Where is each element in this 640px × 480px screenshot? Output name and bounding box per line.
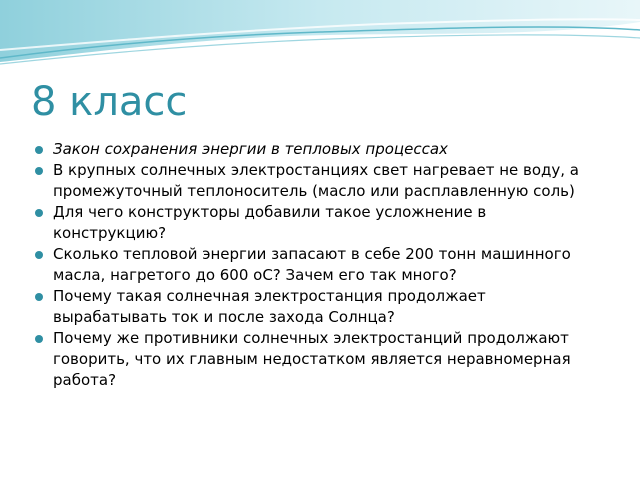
bullet-item [34,244,604,286]
bullet-text: В крупных солнечных электростанциях свет нагревает не воду, а промежуточный теплоноситель (масло или расплавленную соль) [53,161,579,200]
bullet-dot-icon [35,146,43,154]
bullet-text: Сколько тепловой энергии запасают в себе 200 тонн машинного масла, нагретого до 600 оС? Зачем его так много? [53,245,571,284]
bullet-dot-icon [35,251,43,259]
bullet-text: Почему же противники солнечных электростанций продолжают говорить, что их главным недостатком является неравномерная работа? [53,329,571,389]
bullet-item [34,139,604,160]
header-wave-decoration [0,0,640,80]
bullet-item [34,328,604,391]
bullet-dot-icon [35,335,43,343]
bullet-text: Почему такая солнечная электростанция продолжает вырабатывать ток и после захода Солнца? [53,287,486,326]
bullet-text: Закон сохранения энергии в тепловых процессах [53,140,448,158]
bullet-dot-icon [35,293,43,301]
bullet-text: Для чего конструкторы добавили такое усложнение в конструкцию? [53,203,487,242]
slide-title: 8 класс [31,79,188,125]
bullet-item [34,286,604,328]
bullet-item [34,202,604,244]
bullet-dot-icon [35,167,43,175]
bullet-list [34,139,604,391]
bullet-dot-icon [35,209,43,217]
bullet-item [34,160,604,202]
